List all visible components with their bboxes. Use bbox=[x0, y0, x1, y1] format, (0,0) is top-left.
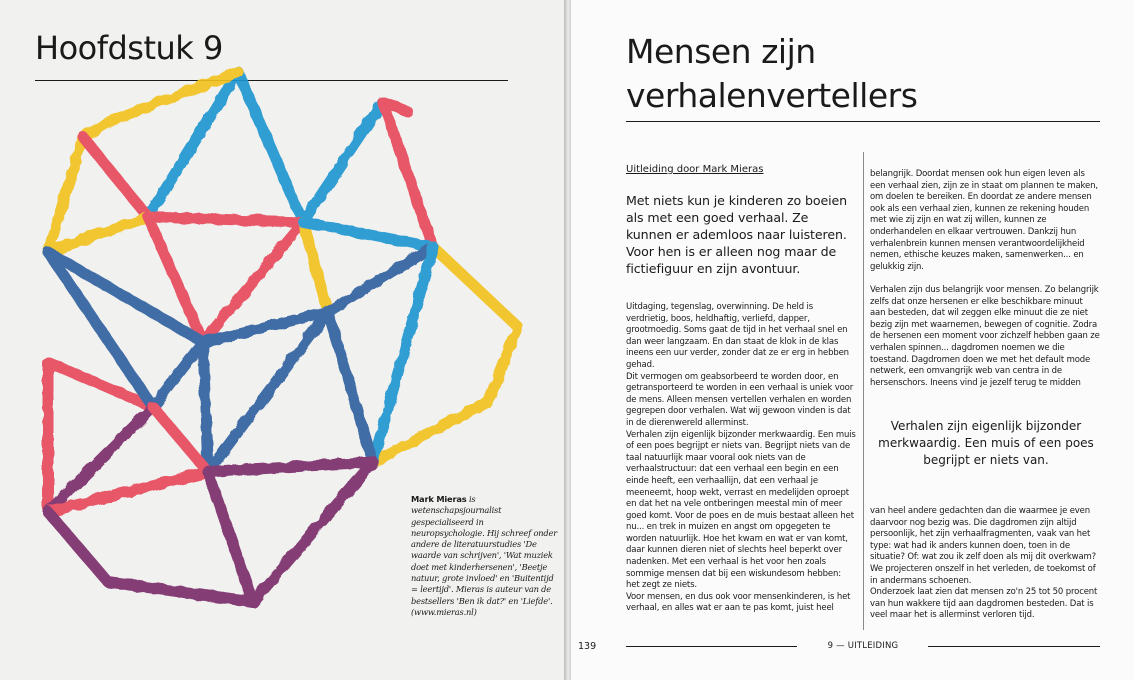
caption-text: is wetenschapsjournalist gespecialiseerd in neuropsychologie. Hij schreef onder andere de literatuurstudies 'De waarde van schrijven', 'Wat muziek doet met kinderhersenen', 'Beetje natuur, grote invloed' en 'Buitentijd = leertijd'. Mieras is auteur van de bestsellers 'Ben ik dat?' en 'Liefde'. (www.mieras.nl) bbox=[411, 494, 557, 617]
column-b-bottom bbox=[870, 506, 1100, 622]
paragraph: Uitdaging, tegenslag, overwinning. De held is verdrietig, boos, heldhaftig, verliefd, dapper, grootmoedig. Soms gaat de tijd in het verhaal snel en dan weer langzaam. En dan staat de klok in de klas ineens een uur verder, zonder dat ze er erg in hebben gehad. bbox=[626, 302, 849, 370]
page-number: 139 bbox=[578, 641, 597, 652]
column-divider bbox=[863, 152, 864, 630]
intro-paragraph: Met niets kun je kinderen zo boeien als met een goed verhaal. Ze kunnen er ademloos naar luisteren. Voor hen is er alleen nog maar de fictiefiguur en zijn avontuur. bbox=[626, 193, 848, 276]
footer-rule-right bbox=[928, 646, 1100, 647]
paragraph: Verhalen zijn dus belangrijk voor mensen. Zo belangrijk zelfs dat onze hersenen er elke beschikbare minuut aan besteden, dat wil zeggen elke minuut die ze niet bezig zijn met waarnemen, bewegen of cognitie. Zodra de hersenen een moment voor zichzelf hebben gaan ze verhalen spinnen... dagdromen noemen we die toestand. Dagdromen doen we met het default mode netwerk, een omvangrijk web van centra in de hersenschors. Ineens vind je jezelf terug te midden bbox=[870, 284, 1100, 388]
paragraph: Onderzoek laat zien dat mensen zo'n 25 tot 50 procent van hun wakkere tijd aan dagdromen besteden. Dat is veel maar het is allerminst verloren tijd. bbox=[870, 587, 1098, 621]
book-spine bbox=[564, 0, 571, 680]
column-a bbox=[626, 302, 856, 615]
article-title-line-2: verhalenvertellers bbox=[626, 76, 918, 115]
article-title-line-1: Mensen zijn bbox=[626, 32, 816, 71]
pull-quote: Verhalen zijn eigenlijk bijzonder merkwaardig. Een muis of een poes begrijpt er niets van. bbox=[878, 419, 1094, 467]
running-head: 9 — UITLEIDING bbox=[827, 641, 899, 651]
column-b-top bbox=[870, 169, 1100, 389]
paragraph: Verhalen zijn eigenlijk bijzonder merkwaardig. Een muis of een poes begrijpt er niets van. Begrijpt niets van de taal natuurlijk maar vooral ook niets van de verhaalstructuur: dat een verhaal een begin en een einde heeft, een verhaallijn, dat een verhaal je meeneemt, hoop wekt, verrast en medelijden oproept en dat het na vele ontberingen meestal min of meer goed komt. Voor de poes en de muis bestaat alleen het nu... en trek in muizen en angst om opgegeten te worden natuurlijk. Hoe het kwam en wat er van komt, daar kunnen dieren niet of slechts heel beperkt over nadenken. Met een verhaal is het voor hen zoals sommige mensen dat bij een wiskundesom hebben: het zegt ze niets. bbox=[626, 429, 856, 591]
article-title-rule bbox=[626, 121, 1100, 122]
caption-author: Mark Mieras bbox=[411, 494, 467, 504]
paragraph: Voor mensen, en dus ook voor mensenkinderen, is het verhaal, en alles wat er aan te pas komt, juist heel bbox=[626, 591, 851, 614]
paragraph: belangrijk. Doordat mensen ook hun eigen leven als een verhaal zien, zijn ze in staat om plannen te maken, om doelen te bereiken. En doordat ze andere mensen ook als een verhaal zien, kunnen ze rekening houden met wie zij zijn en wat zij willen, kunnen ze onderhandelen en elkaar vertrouwen. Dankzij hun verhalenbrein kunnen mensen verantwoordelijkheid nemen, ethische keuzes maken, samenwerken... en gelukkig zijn. bbox=[870, 169, 1098, 272]
article-title bbox=[626, 30, 1096, 118]
chapter-title: Hoofdstuk 9 bbox=[35, 29, 223, 67]
footer-rule-left bbox=[626, 646, 797, 647]
author-caption bbox=[411, 494, 559, 618]
paragraph: Dit vermogen om geabsorbeerd te worden door, en getransporteerd te worden in een verhaal is uniek voor de mens. Alleen mensen vertellen verhalen en worden gegrepen door verhalen. Wat wij gewoon vinden is dat in de dierenwereld allerminst. bbox=[626, 371, 854, 428]
paragraph: van heel andere gedachten dan die waarmee je even daarvoor nog bezig was. Die dagdromen zijn altijd persoonlijk, het zijn verhaalfragmenten, vaak van het type: wat had ik anders kunnen doen, toen in de situatie? Of: wat zou ik zelf doen als mij dit overkwam? We projecteren onszelf in het verleden, de toekomst of in andermans schoenen. bbox=[870, 506, 1097, 586]
byline: Uitleiding door Mark Mieras bbox=[626, 164, 764, 175]
